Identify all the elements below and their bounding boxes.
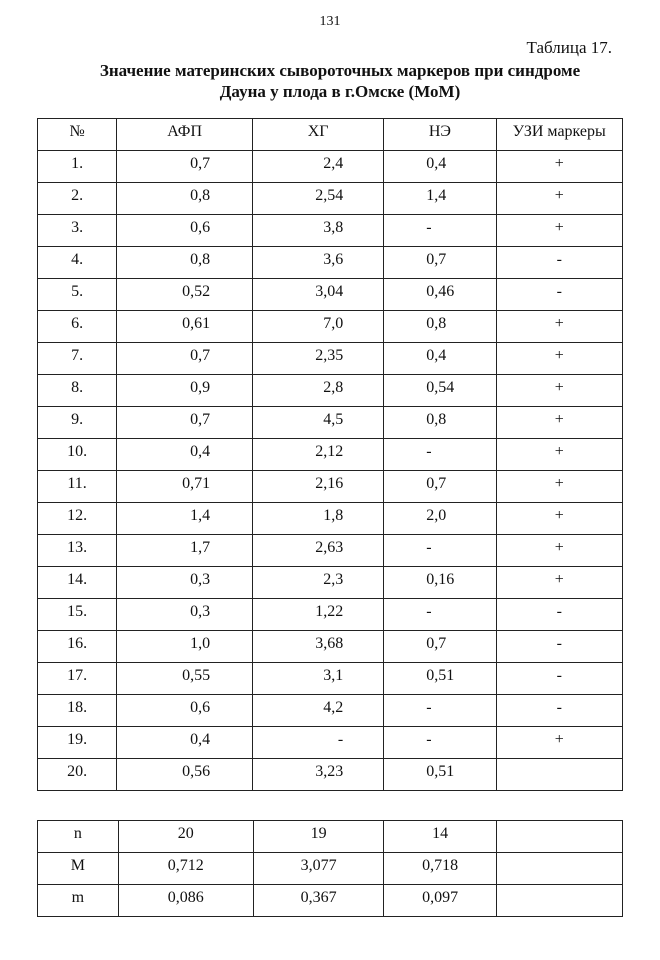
- cell-uzi-markers: +: [496, 439, 622, 471]
- summary-ne: 0,718: [384, 853, 496, 885]
- cell-ne: 0,4: [384, 343, 496, 375]
- cell-hg: 3,68: [253, 631, 384, 663]
- cell-ne: -: [384, 599, 496, 631]
- cell-number: 1.: [38, 151, 117, 183]
- cell-hg: 7,0: [253, 311, 384, 343]
- table-row: [38, 535, 623, 567]
- cell-number: 15.: [38, 599, 117, 631]
- cell-afp: 1,0: [117, 631, 253, 663]
- summary-hg: 19: [253, 821, 384, 853]
- cell-afp: 0,6: [117, 215, 253, 247]
- cell-uzi-markers: +: [496, 471, 622, 503]
- cell-ne: 0,8: [384, 311, 496, 343]
- cell-ne: 0,4: [384, 151, 496, 183]
- cell-hg: 2,12: [253, 439, 384, 471]
- cell-uzi-markers: -: [496, 695, 622, 727]
- cell-hg: 3,1: [253, 663, 384, 695]
- table-row: [38, 407, 623, 439]
- data-table: [37, 118, 623, 791]
- table-row: [38, 663, 623, 695]
- cell-number: 17.: [38, 663, 117, 695]
- summary-row: [38, 885, 623, 917]
- cell-ne: 0,46: [384, 279, 496, 311]
- header-number: №: [38, 119, 117, 151]
- cell-hg: 2,54: [253, 183, 384, 215]
- header-hg: ХГ: [253, 119, 384, 151]
- cell-ne: -: [384, 727, 496, 759]
- cell-hg: 3,23: [253, 759, 384, 791]
- cell-afp: 0,3: [117, 567, 253, 599]
- cell-uzi-markers: +: [496, 407, 622, 439]
- table-row: [38, 759, 623, 791]
- cell-afp: 0,55: [117, 663, 253, 695]
- cell-uzi-markers: +: [496, 375, 622, 407]
- cell-afp: 0,7: [117, 343, 253, 375]
- summary-afp: 20: [118, 821, 253, 853]
- summary-ne: 14: [384, 821, 496, 853]
- cell-afp: 0,6: [117, 695, 253, 727]
- cell-ne: 0,51: [384, 663, 496, 695]
- cell-number: 19.: [38, 727, 117, 759]
- cell-hg: 3,6: [253, 247, 384, 279]
- cell-number: 8.: [38, 375, 117, 407]
- cell-ne: -: [384, 535, 496, 567]
- cell-hg: 2,8: [253, 375, 384, 407]
- cell-uzi-markers: +: [496, 151, 622, 183]
- cell-uzi-markers: +: [496, 567, 622, 599]
- header-uzi-markers: УЗИ маркеры: [496, 119, 622, 151]
- cell-uzi-markers: +: [496, 183, 622, 215]
- cell-uzi-markers: +: [496, 503, 622, 535]
- summary-label: m: [38, 885, 119, 917]
- table-title: [60, 60, 620, 102]
- cell-hg: 1,8: [253, 503, 384, 535]
- summary-label: n: [38, 821, 119, 853]
- table-row: [38, 727, 623, 759]
- cell-uzi-markers: +: [496, 535, 622, 567]
- table-row: [38, 503, 623, 535]
- cell-hg: 1,22: [253, 599, 384, 631]
- cell-number: 18.: [38, 695, 117, 727]
- table-row: [38, 183, 623, 215]
- table-row: [38, 375, 623, 407]
- cell-ne: 0,54: [384, 375, 496, 407]
- cell-uzi-markers: +: [496, 727, 622, 759]
- cell-ne: 0,7: [384, 247, 496, 279]
- summary-label: M: [38, 853, 119, 885]
- table-label: Таблица 17.: [526, 38, 612, 57]
- cell-number: 2.: [38, 183, 117, 215]
- cell-number: 13.: [38, 535, 117, 567]
- cell-afp: 1,7: [117, 535, 253, 567]
- cell-uzi-markers: +: [496, 215, 622, 247]
- cell-number: 5.: [38, 279, 117, 311]
- cell-afp: 0,61: [117, 311, 253, 343]
- cell-afp: 0,52: [117, 279, 253, 311]
- cell-ne: 1,4: [384, 183, 496, 215]
- cell-hg: -: [253, 727, 384, 759]
- summary-hg: 0,367: [253, 885, 384, 917]
- cell-number: 10.: [38, 439, 117, 471]
- table-row: [38, 599, 623, 631]
- cell-number: 6.: [38, 311, 117, 343]
- table-row: [38, 151, 623, 183]
- cell-afp: 0,4: [117, 439, 253, 471]
- header-afp: АФП: [117, 119, 253, 151]
- summary-hg: 3,077: [253, 853, 384, 885]
- cell-number: 3.: [38, 215, 117, 247]
- cell-hg: 3,04: [253, 279, 384, 311]
- cell-number: 16.: [38, 631, 117, 663]
- table-row: [38, 343, 623, 375]
- table-row: [38, 279, 623, 311]
- cell-afp: 0,7: [117, 407, 253, 439]
- page-number: 131: [319, 14, 341, 29]
- summary-uzi: [496, 853, 622, 885]
- summary-row: [38, 853, 623, 885]
- cell-hg: 2,63: [253, 535, 384, 567]
- cell-ne: -: [384, 695, 496, 727]
- cell-number: 11.: [38, 471, 117, 503]
- cell-number: 7.: [38, 343, 117, 375]
- table-row: [38, 471, 623, 503]
- cell-ne: -: [384, 215, 496, 247]
- cell-uzi-markers: -: [496, 631, 622, 663]
- summary-afp: 0,712: [118, 853, 253, 885]
- cell-afp: 0,9: [117, 375, 253, 407]
- title-line-1: Значение материнских сывороточных маркеров при синдроме: [99, 61, 581, 80]
- cell-uzi-markers: -: [496, 599, 622, 631]
- summary-afp: 0,086: [118, 885, 253, 917]
- summary-uzi: [496, 821, 622, 853]
- cell-ne: 0,7: [384, 471, 496, 503]
- cell-hg: 4,2: [253, 695, 384, 727]
- table-row: [38, 247, 623, 279]
- cell-afp: 0,4: [117, 727, 253, 759]
- title-line-2: Дауна у плода в г.Омске (МоМ): [219, 82, 461, 101]
- cell-afp: 0,7: [117, 151, 253, 183]
- cell-uzi-markers: +: [496, 343, 622, 375]
- cell-number: 9.: [38, 407, 117, 439]
- table-row: [38, 439, 623, 471]
- table-header-row: [38, 119, 623, 151]
- table-row: [38, 631, 623, 663]
- cell-number: 12.: [38, 503, 117, 535]
- cell-hg: 2,4: [253, 151, 384, 183]
- cell-hg: 2,16: [253, 471, 384, 503]
- summary-ne: 0,097: [384, 885, 496, 917]
- cell-afp: 0,8: [117, 183, 253, 215]
- cell-uzi-markers: [496, 759, 622, 791]
- table-row: [38, 567, 623, 599]
- header-ne: НЭ: [384, 119, 496, 151]
- cell-afp: 0,8: [117, 247, 253, 279]
- cell-ne: 0,8: [384, 407, 496, 439]
- cell-number: 20.: [38, 759, 117, 791]
- cell-number: 14.: [38, 567, 117, 599]
- cell-hg: 2,35: [253, 343, 384, 375]
- cell-hg: 4,5: [253, 407, 384, 439]
- cell-ne: -: [384, 439, 496, 471]
- cell-afp: 0,71: [117, 471, 253, 503]
- cell-uzi-markers: -: [496, 247, 622, 279]
- cell-uzi-markers: -: [496, 663, 622, 695]
- cell-ne: 0,7: [384, 631, 496, 663]
- cell-uzi-markers: +: [496, 311, 622, 343]
- cell-ne: 0,51: [384, 759, 496, 791]
- summary-uzi: [496, 885, 622, 917]
- cell-afp: 1,4: [117, 503, 253, 535]
- cell-hg: 3,8: [253, 215, 384, 247]
- table-row: [38, 311, 623, 343]
- cell-uzi-markers: -: [496, 279, 622, 311]
- cell-ne: 0,16: [384, 567, 496, 599]
- cell-afp: 0,3: [117, 599, 253, 631]
- table-row: [38, 695, 623, 727]
- cell-number: 4.: [38, 247, 117, 279]
- table-row: [38, 215, 623, 247]
- cell-hg: 2,3: [253, 567, 384, 599]
- summary-row: [38, 821, 623, 853]
- cell-ne: 2,0: [384, 503, 496, 535]
- summary-table: [37, 820, 623, 917]
- cell-afp: 0,56: [117, 759, 253, 791]
